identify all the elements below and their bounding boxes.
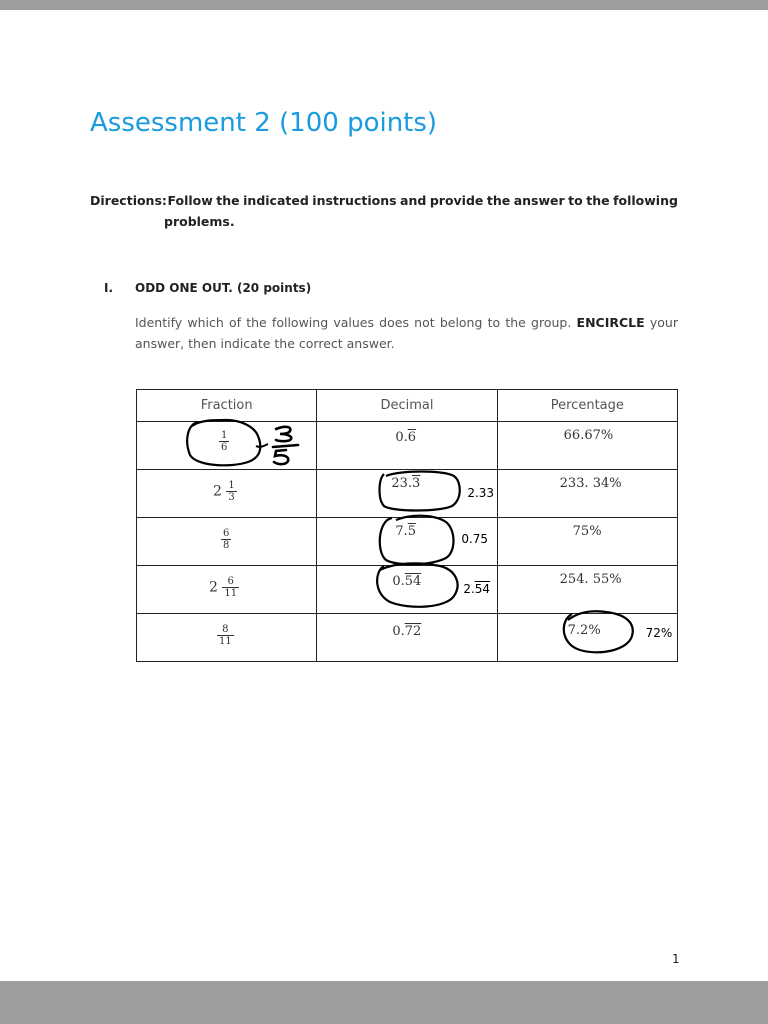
fraction: $\frac{1}{3}$ bbox=[228, 480, 235, 503]
directions-line-1 bbox=[90, 190, 678, 211]
directions-line-2: problems. bbox=[164, 214, 235, 229]
directions-word: Follow bbox=[167, 193, 213, 208]
decimal-cell bbox=[317, 614, 497, 662]
decimal-value: 23.3 bbox=[391, 476, 421, 491]
header-percentage: Percentage bbox=[497, 390, 677, 422]
directions-word: the bbox=[486, 193, 511, 208]
directions-label: Directions: bbox=[90, 193, 167, 208]
mixed-number: 2 $\frac{6}{11}$ bbox=[209, 576, 238, 599]
directions-word: indicated bbox=[243, 193, 309, 208]
table-row bbox=[137, 422, 678, 470]
directions-word: the bbox=[216, 193, 240, 208]
percentage-cell bbox=[497, 614, 677, 662]
bottom-bar bbox=[0, 981, 768, 1024]
decimal-cell bbox=[317, 422, 497, 470]
handwritten-answer: 0.75 bbox=[461, 532, 489, 546]
fraction: $\frac{6}{8}$ bbox=[223, 528, 230, 551]
decimal-cell bbox=[317, 566, 497, 614]
header-fraction: Fraction bbox=[137, 390, 317, 422]
instruction-text: Identify which of the following values does not belong to the group. bbox=[135, 315, 577, 330]
fraction-cell bbox=[137, 614, 317, 662]
mixed-number: 2 $\frac{1}{3}$ bbox=[213, 480, 235, 503]
fraction-cell bbox=[137, 518, 317, 566]
table-row bbox=[137, 470, 678, 518]
handwritten-answer: 2.54 bbox=[463, 582, 491, 596]
percentage-cell bbox=[497, 422, 677, 470]
directions bbox=[90, 190, 678, 232]
section-title: ODD ONE OUT. (20 points) bbox=[135, 281, 312, 295]
table-row bbox=[137, 518, 678, 566]
fraction bbox=[219, 430, 229, 453]
percentage-value: 7.2% bbox=[567, 623, 601, 638]
directions-word: answer bbox=[513, 193, 565, 208]
page-number: 1 bbox=[672, 952, 680, 966]
percentage-value: 254. 55% bbox=[559, 572, 622, 587]
conversion-table bbox=[136, 389, 678, 662]
percentage-cell bbox=[497, 470, 677, 518]
fraction-cell bbox=[137, 566, 317, 614]
percentage-value: 233. 34% bbox=[559, 476, 622, 491]
table-row bbox=[137, 566, 678, 614]
percentage-value: 66.67% bbox=[563, 428, 614, 443]
handwritten-answer: 2.33 bbox=[467, 486, 495, 500]
fraction: $\frac{8}{11}$ bbox=[219, 624, 232, 647]
header-decimal: Decimal bbox=[317, 390, 497, 422]
table-header-row bbox=[137, 390, 678, 422]
directions-word: the bbox=[586, 193, 610, 208]
page-title: Assessment 2 (100 points) bbox=[90, 108, 438, 138]
table-row bbox=[137, 614, 678, 662]
decimal-value: 0.54 bbox=[392, 574, 422, 589]
section-instruction bbox=[135, 312, 678, 354]
fraction-cell bbox=[137, 422, 317, 470]
instruction-bold: ENCIRCLE bbox=[576, 315, 645, 330]
fraction-cell bbox=[137, 470, 317, 518]
handwritten-answer: 72% bbox=[645, 626, 673, 640]
directions-word: provide bbox=[429, 193, 484, 208]
directions-word: following bbox=[613, 193, 678, 208]
denominator: 6 bbox=[221, 442, 228, 453]
percentage-cell bbox=[497, 566, 677, 614]
directions-word: and bbox=[400, 193, 427, 208]
decimal-cell bbox=[317, 518, 497, 566]
directions-word: instructions bbox=[312, 193, 397, 208]
directions-word: to bbox=[568, 193, 583, 208]
decimal-value: 0.6 bbox=[395, 430, 417, 445]
decimal-cell bbox=[317, 470, 497, 518]
section-number: I. bbox=[104, 281, 114, 295]
numerator: 1 bbox=[221, 430, 228, 441]
top-bar bbox=[0, 0, 768, 10]
instruction-text-end: your answer, then indicate the correct answer. bbox=[135, 315, 678, 351]
decimal-value: 0.72 bbox=[392, 624, 422, 639]
percentage-value: 75% bbox=[572, 524, 602, 539]
decimal-value: 7.5 bbox=[395, 524, 417, 539]
fraction: $\frac{6}{11}$ bbox=[224, 576, 238, 599]
percentage-cell bbox=[497, 518, 677, 566]
